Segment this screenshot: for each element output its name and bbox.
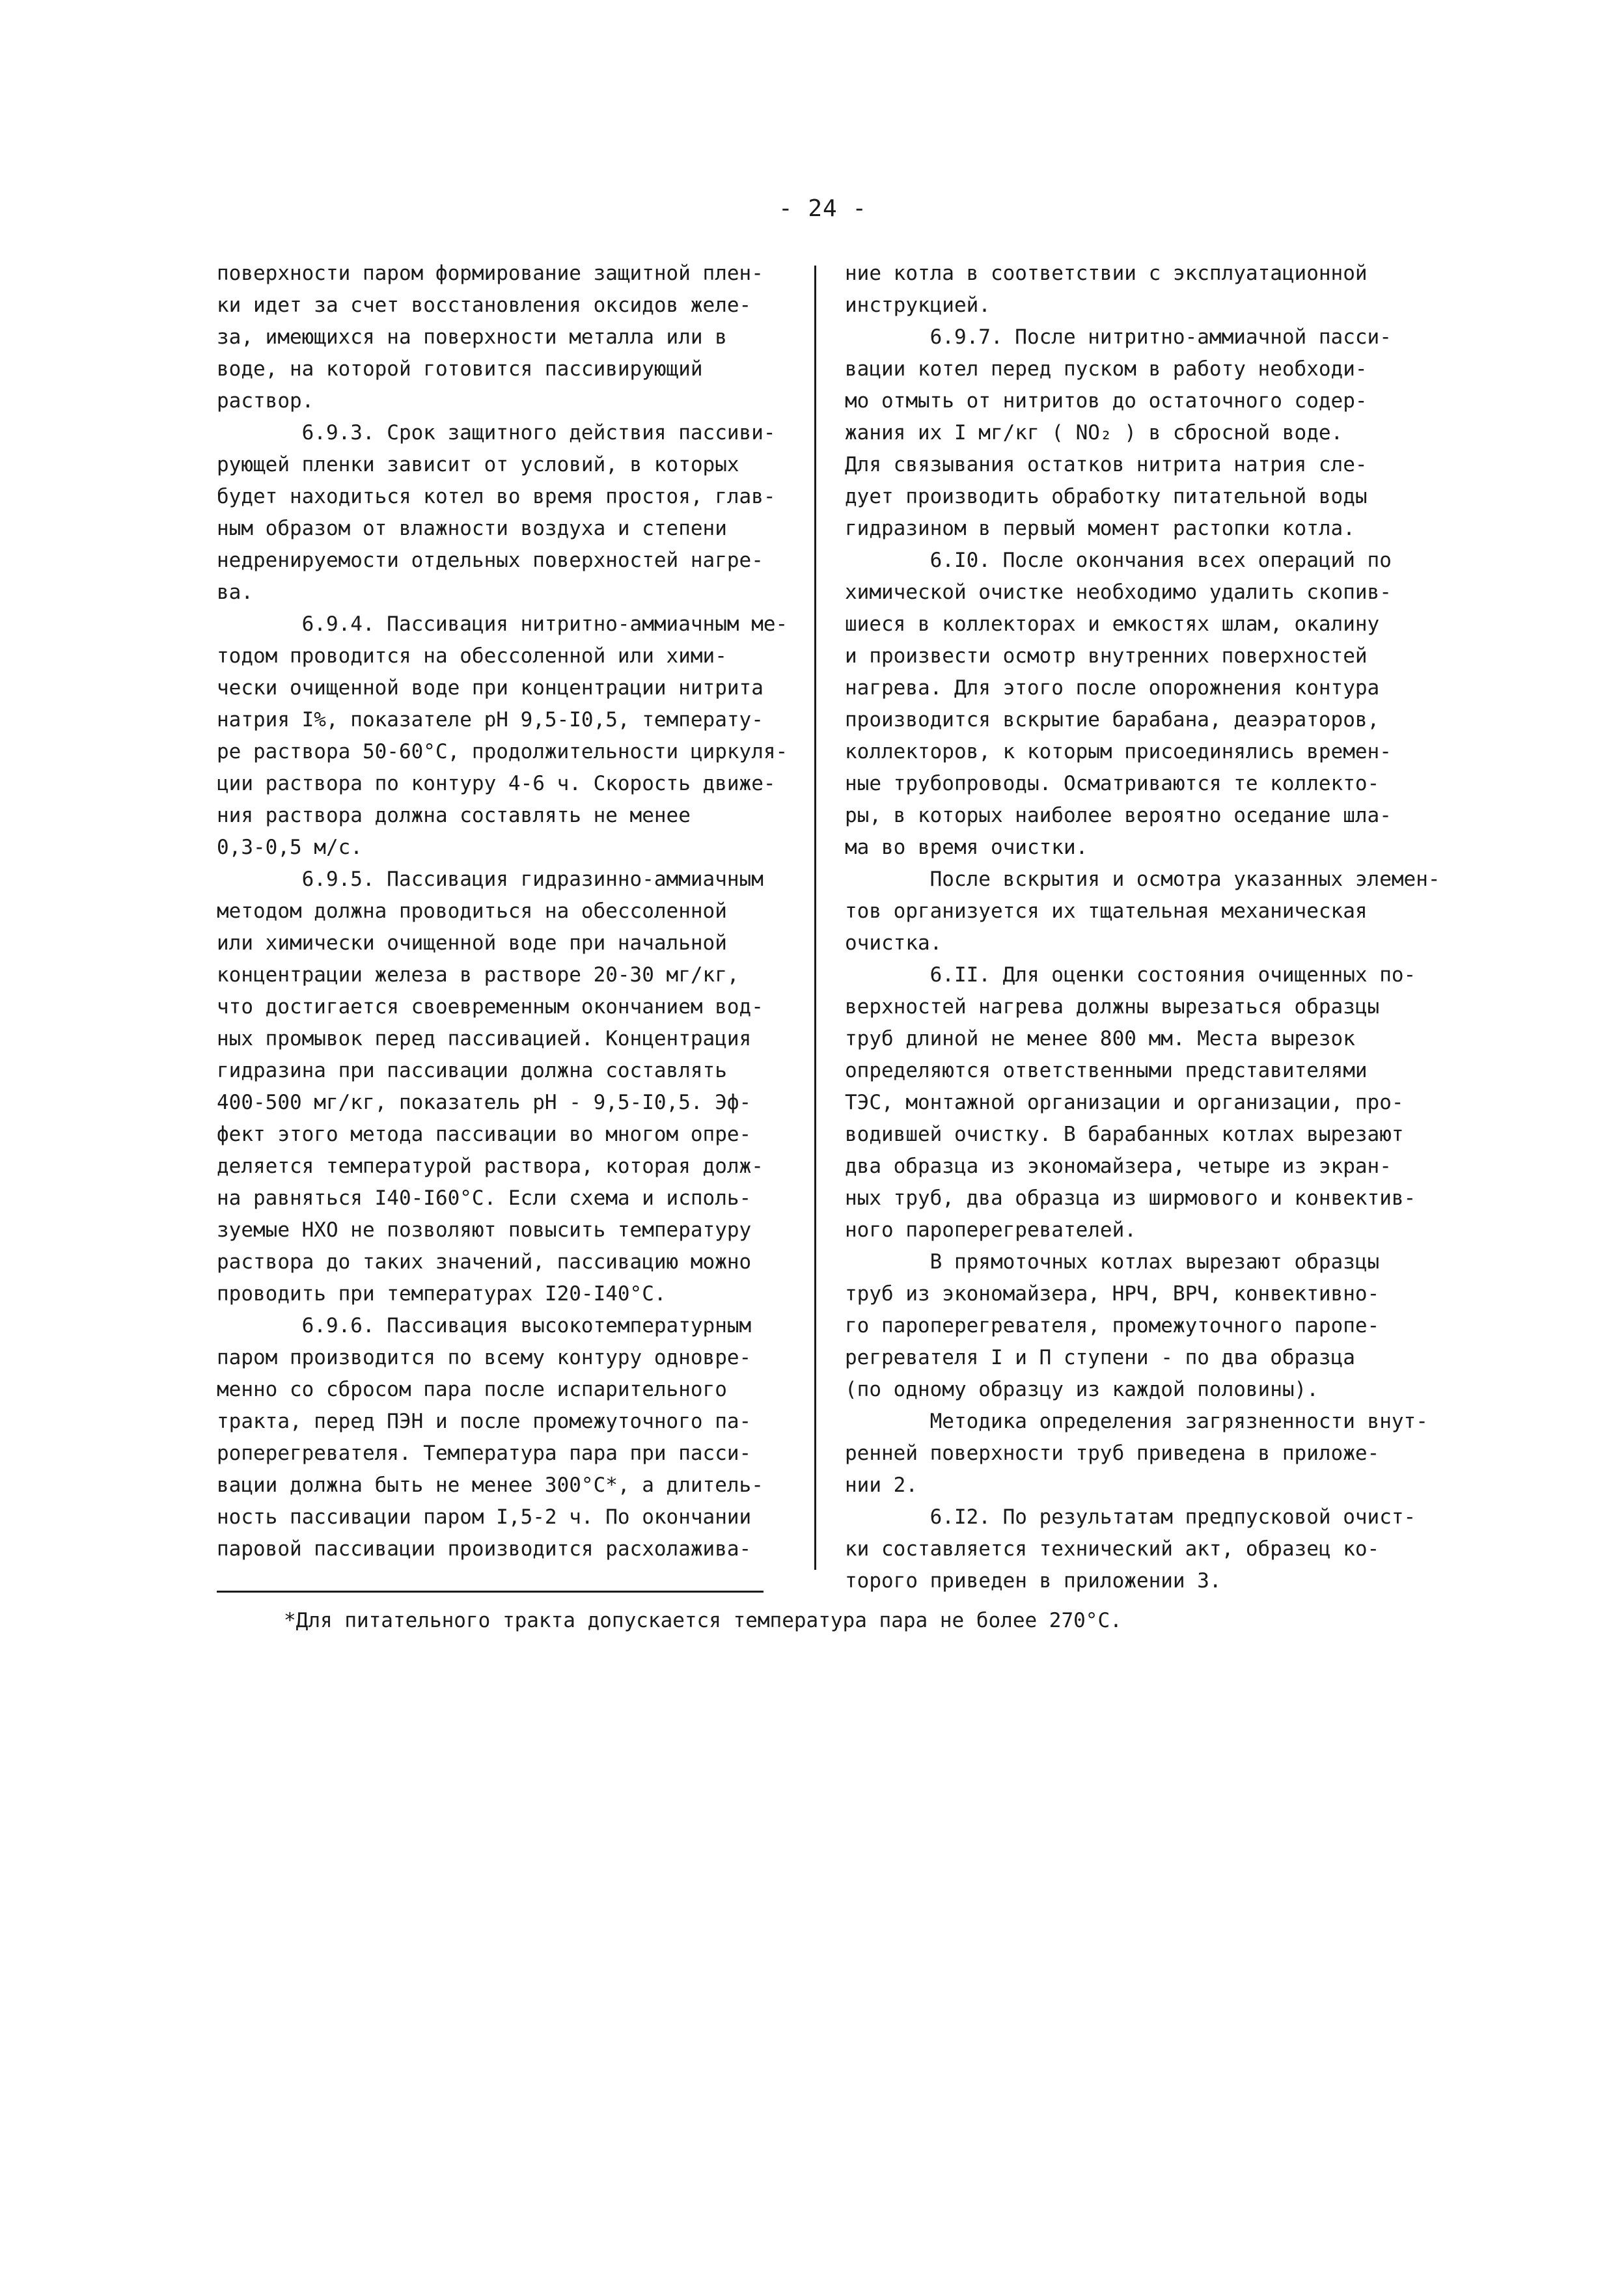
- column-divider: [814, 266, 816, 1570]
- text-line: 6.9.4. Пассивация нитритно-аммиачным ме-: [217, 612, 788, 636]
- text-line: ции раствора по контуру 4-6 ч. Скорость движе-: [217, 772, 776, 795]
- text-line: поверхности паром формирование защитной плен-: [217, 262, 764, 285]
- text-line: ние котла в соответствии с эксплуатационной: [845, 262, 1368, 285]
- text-line: зуемые НХО не позволяют повысить температуру: [217, 1218, 752, 1242]
- text-line: нии 2.: [845, 1473, 918, 1497]
- text-line: 6.9.5. Пассивация гидразинно-аммиачным: [217, 868, 764, 891]
- text-line: ва.: [217, 581, 253, 604]
- text-line: 0,3-0,5 м/с.: [217, 836, 363, 859]
- text-line: определяются ответственными представителями: [845, 1059, 1368, 1082]
- text-line: рующей пленки зависит от условий, в которых: [217, 453, 739, 476]
- text-line: производится вскрытие барабана, деаэраторов,: [845, 708, 1380, 732]
- text-line: После вскрытия и осмотра указанных элемен-: [845, 868, 1440, 891]
- text-line: фект этого метода пассивации во многом опре-: [217, 1123, 752, 1146]
- page-number: - 24 -: [778, 195, 868, 222]
- text-line: ные трубопроводы. Осматриваются те коллекто-: [845, 772, 1380, 795]
- text-line: деляется температурой раствора, которая долж-: [217, 1155, 764, 1178]
- text-line: чески очищенной воде при концентрации нитрита: [217, 676, 764, 700]
- text-line: инструкцией.: [845, 294, 991, 317]
- text-line: ного пароперегревателей.: [845, 1218, 1136, 1242]
- text-line: натрия I%, показателе pH 9,5-I0,5, температу-: [217, 708, 764, 732]
- text-line: гидразином в первый момент растопки котла.: [845, 517, 1355, 540]
- text-line: ма во время очистки.: [845, 836, 1088, 859]
- text-line: ки составляется технический акт, образец ко-: [845, 1537, 1380, 1561]
- text-line: 6.II. Для оценки состояния очищенных по-: [845, 963, 1416, 987]
- text-line: методом должна проводиться на обессоленной: [217, 899, 727, 923]
- text-line: роперегревателя. Температура пара при пасси-: [217, 1442, 752, 1465]
- text-line: гидразина при пассивации должна составлять: [217, 1059, 727, 1082]
- text-line: ным образом от влажности воздуха и степени: [217, 517, 727, 540]
- text-line: воде, на которой готовится пассивирующий: [217, 357, 703, 381]
- text-line: тракта, перед ПЭН и после промежуточного па-: [217, 1410, 752, 1433]
- text-line: ры, в которых наиболее вероятно оседание шла-: [845, 804, 1392, 827]
- text-line: проводить при температурах I20-I40°С.: [217, 1282, 667, 1306]
- text-line: и произвести осмотр внутренних поверхностей: [845, 644, 1368, 668]
- text-line: нагрева. Для этого после опорожнения контура: [845, 676, 1380, 700]
- text-line: на равняться I40-I60°С. Если схема и исполь-: [217, 1186, 752, 1210]
- text-line: 6.9.7. После нитритно-аммиачной пасси-: [845, 325, 1392, 349]
- text-line: или химически очищенной воде при начальной: [217, 931, 727, 955]
- text-line: раствора до таких значений, пассивацию можно: [217, 1250, 752, 1274]
- text-line: что достигается своевременным окончанием вод-: [217, 995, 764, 1019]
- text-line: ре раствора 50-60°С, продолжительности циркуля-: [217, 740, 788, 763]
- text-line: 6.I2. По результатам предпусковой очист-: [845, 1505, 1416, 1529]
- text-line: верхностей нагрева должны вырезаться образцы: [845, 995, 1380, 1019]
- text-line: концентрации железа в растворе 20-30 мг/кг,: [217, 963, 739, 987]
- text-line: Для связывания остатков нитрита натрия сле-: [845, 453, 1368, 476]
- text-line: ния раствора должна составлять не менее: [217, 804, 691, 827]
- text-line: за, имеющихся на поверхности металла или в: [217, 325, 727, 349]
- text-line: мо отмыть от нитритов до остаточного содер-: [845, 389, 1368, 413]
- footnote: *Для питательного тракта допускается температура пара не более 270°С.: [284, 1609, 1122, 1632]
- text-line: (по одному образцу из каждой половины).: [845, 1378, 1319, 1401]
- text-line: В прямоточных котлах вырезают образцы: [845, 1250, 1380, 1274]
- text-line: ТЭС, монтажной организации и организации, про-: [845, 1091, 1404, 1114]
- text-line: 6.9.6. Пассивация высокотемпературным: [217, 1314, 752, 1337]
- text-line: ренней поверхности труб приведена в приложе-: [845, 1442, 1380, 1465]
- text-line: коллекторов, к которым присоединялись времен-: [845, 740, 1392, 763]
- text-line: будет находиться котел во время простоя, глав-: [217, 485, 776, 508]
- text-line: ки идет за счет восстановления оксидов желе-: [217, 294, 752, 317]
- text-line: труб из экономайзера, НРЧ, ВРЧ, конвективно-: [845, 1282, 1380, 1306]
- text-line: шиеся в коллекторах и емкостях шлам, окалину: [845, 612, 1380, 636]
- text-line: 6.9.3. Срок защитного действия пассиви-: [217, 421, 776, 445]
- text-line: менно со сбросом пара после испарительного: [217, 1378, 727, 1401]
- text-line: водившей очистку. В барабанных котлах вырезают: [845, 1123, 1404, 1146]
- left-column: [217, 258, 809, 1565]
- text-line: торого приведен в приложении 3.: [845, 1569, 1222, 1593]
- text-line: два образца из экономайзера, четыре из экран-: [845, 1155, 1392, 1178]
- text-line: ность пассивации паром I,5-2 ч. По окончании: [217, 1505, 752, 1529]
- text-line: ных труб, два образца из ширмового и конвектив-: [845, 1186, 1416, 1210]
- text-line: регревателя I и П ступени - по два образца: [845, 1346, 1355, 1369]
- text-line: паром производится по всему контуру одновре-: [217, 1346, 752, 1369]
- text-line: вации должна быть не менее 300°С*, а длитель-: [217, 1473, 764, 1497]
- text-line: очистка.: [845, 931, 943, 955]
- text-line: паровой пассивации производится расхолажива-: [217, 1537, 752, 1561]
- text-line: химической очистке необходимо удалить скопив-: [845, 581, 1392, 604]
- text-line: жания их I мг/кг ( NO₂ ) в сбросной воде.: [845, 421, 1343, 445]
- text-line: Методика определения загрязненности внут-: [845, 1410, 1428, 1433]
- text-line: ных промывок перед пассивацией. Концентрация: [217, 1027, 752, 1050]
- text-line: вации котел перед пуском в работу необходи-: [845, 357, 1368, 381]
- text-line: недренируемости отдельных поверхностей нагре-: [217, 549, 764, 572]
- text-line: го пароперегревателя, промежуточного паропе-: [845, 1314, 1380, 1337]
- text-line: 6.I0. После окончания всех операций по: [845, 549, 1392, 572]
- footnote-rule: [217, 1591, 764, 1593]
- text-line: труб длиной не менее 800 мм. Места вырезок: [845, 1027, 1355, 1050]
- text-line: 400-500 мг/кг, показатель pH - 9,5-I0,5. Эф-: [217, 1091, 752, 1114]
- right-column: [845, 258, 1444, 1597]
- text-line: раствор.: [217, 389, 314, 413]
- text-line: тодом проводится на обессоленной или хими-: [217, 644, 727, 668]
- text-line: дует производить обработку питательной воды: [845, 485, 1368, 508]
- text-line: тов организуется их тщательная механическая: [845, 899, 1368, 923]
